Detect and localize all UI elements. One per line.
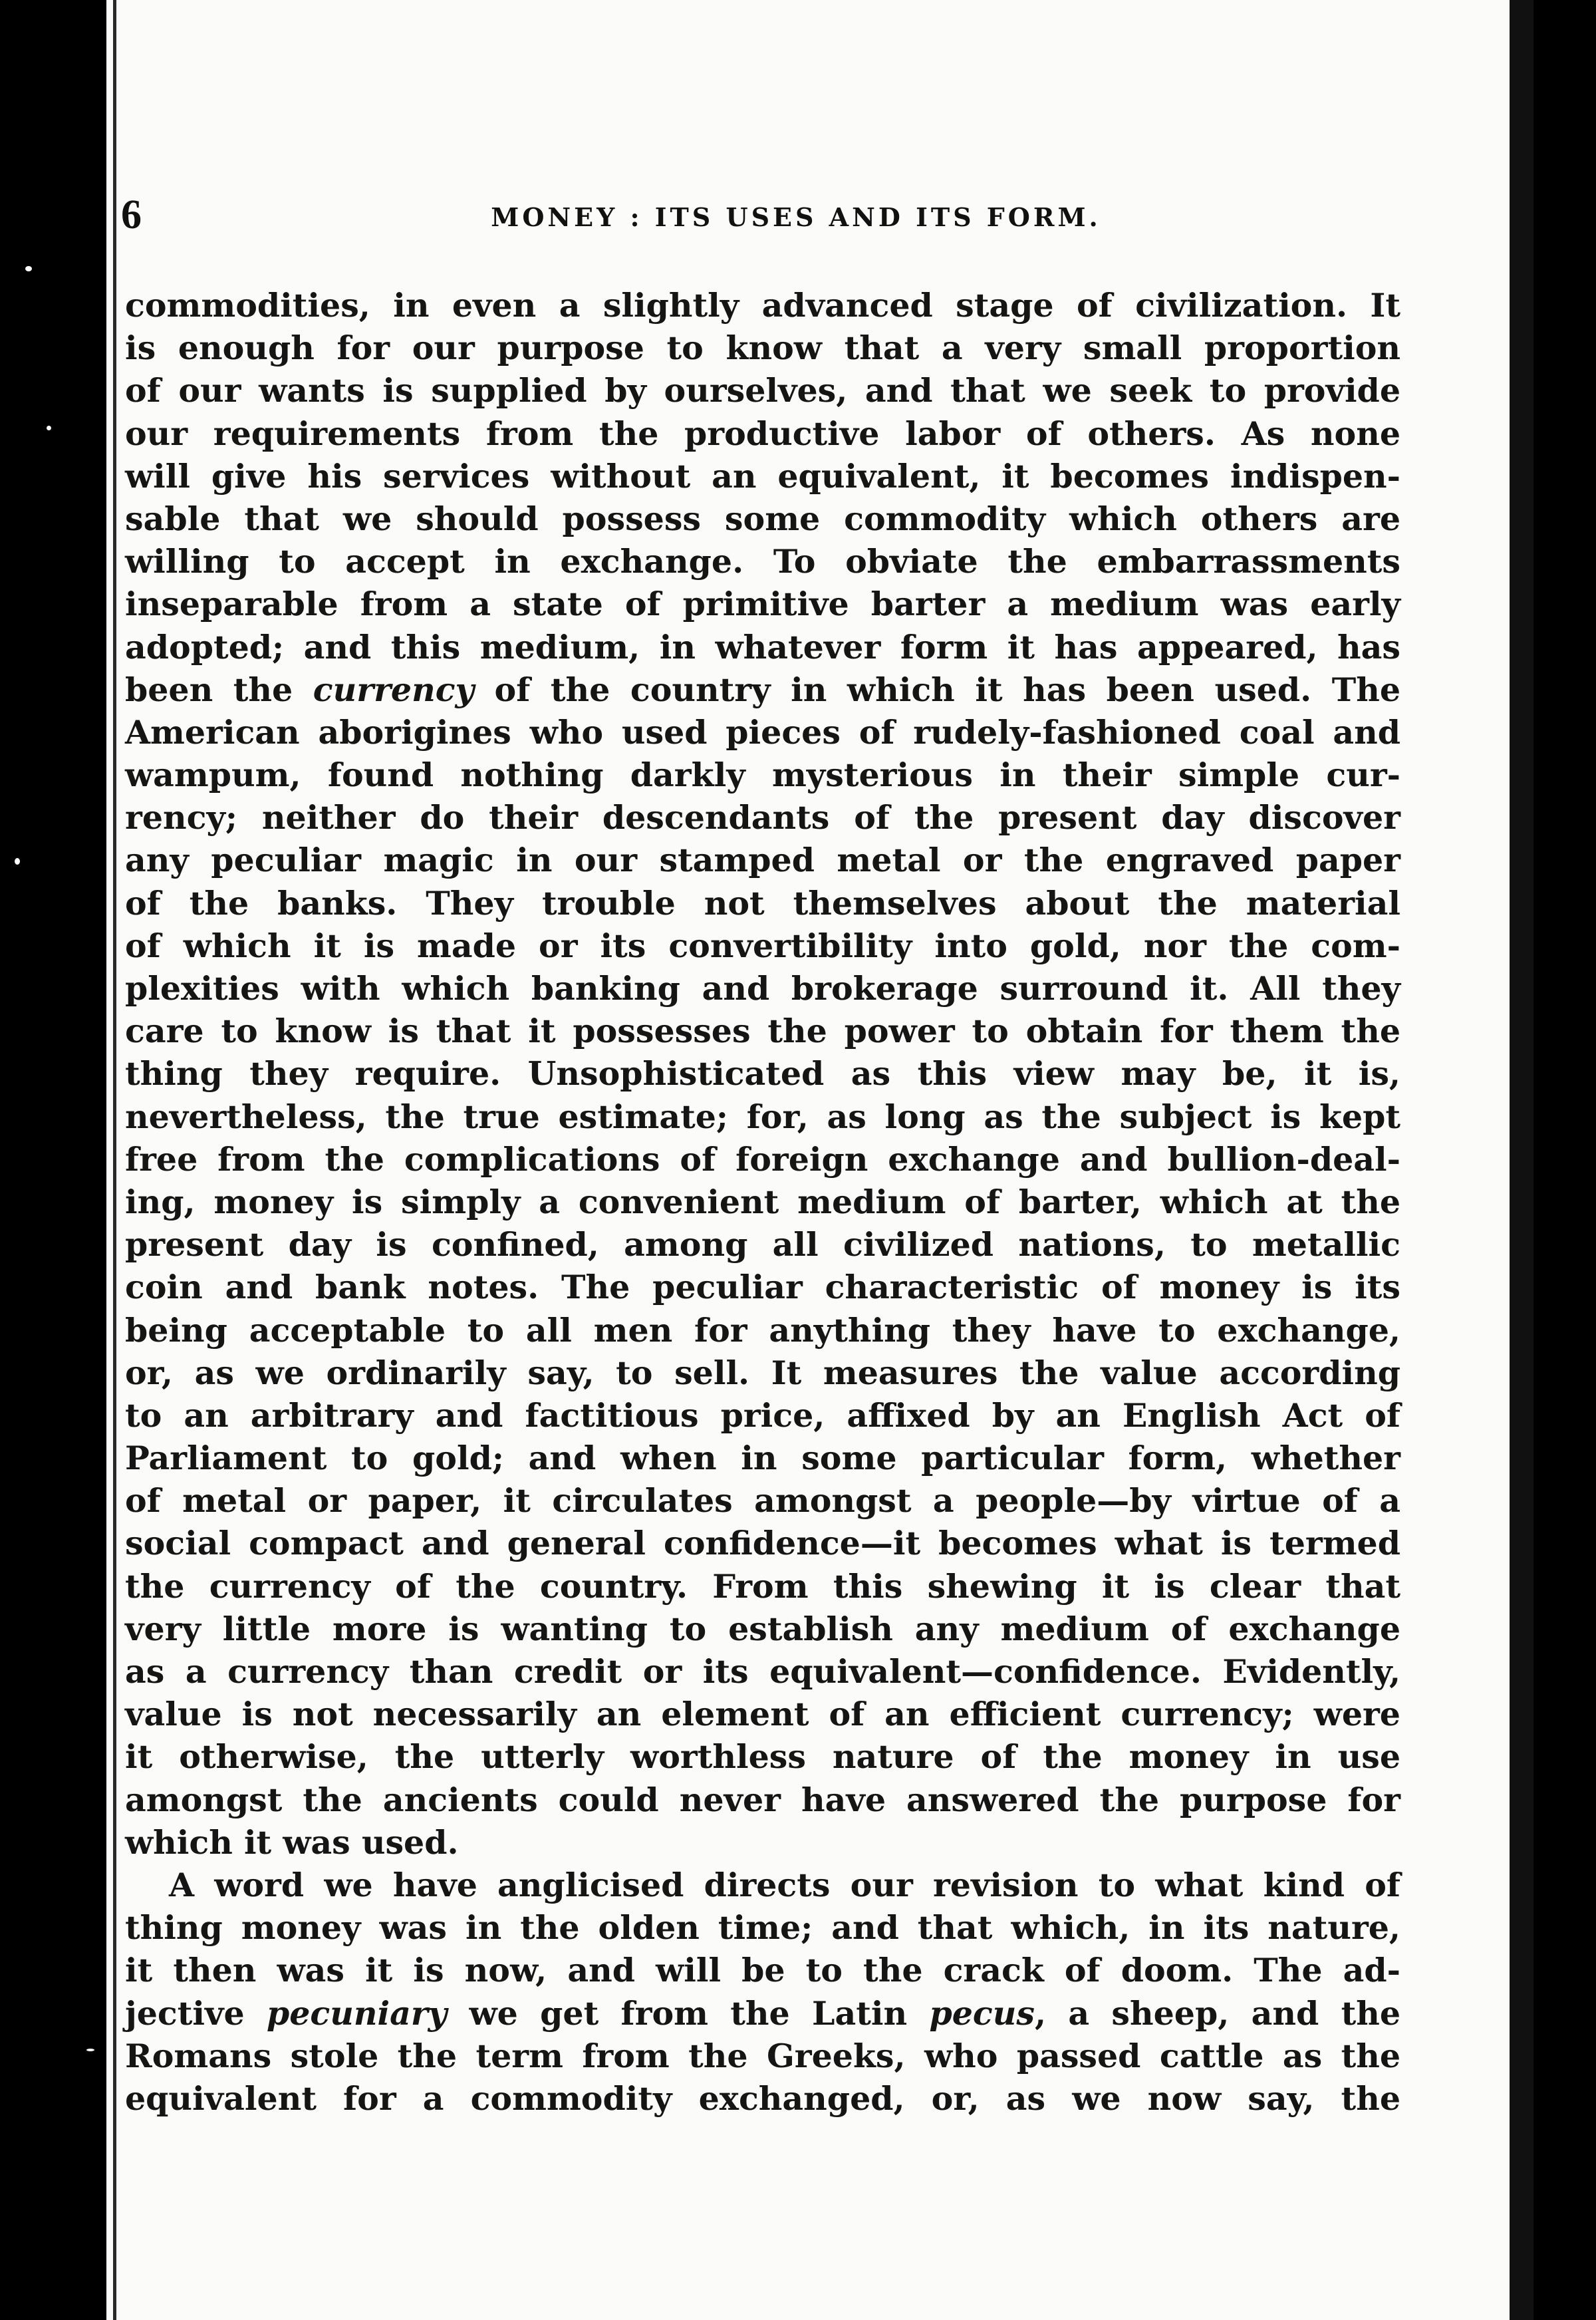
text-segment: nevertheless, the true estimate; for, as long as the subject is kept — [125, 1097, 1400, 1136]
text-segment: Romans stole the term from the Greeks, who passed cattle as the — [125, 2036, 1400, 2075]
text-segment: wampum, found nothing darkly mysterious in their simple cur- — [125, 756, 1400, 795]
scan-speck — [15, 858, 20, 865]
text-segment: of the banks. They trouble not themselves about the material — [125, 883, 1400, 923]
text-line — [125, 882, 1400, 925]
text-segment: is enough for our purpose to know that a very small proportion — [125, 329, 1400, 368]
text-segment: adopted; and this medium, in whatever form it has appeared, has — [125, 627, 1400, 666]
text-line — [125, 369, 1400, 412]
text-segment: very little more is wanting to establish any medium of exchange — [125, 1609, 1400, 1648]
text-segment: will give his services without an equivalent, it becomes indispen- — [125, 456, 1400, 496]
text-segment: sable that we should possess some commodity which others are — [125, 499, 1400, 538]
text-segment: it then was it is now, and will be to the crack of doom. The ad- — [125, 1951, 1400, 1990]
text-segment: which it was used. — [125, 1822, 459, 1862]
italic-term: pecuniary — [266, 1993, 448, 2033]
text-line — [125, 498, 1400, 540]
text-segment: , a sheep, and the — [1034, 1993, 1401, 2033]
text-line — [125, 1181, 1400, 1223]
text-segment: inseparable from a state of primitive barter a medium was early — [125, 585, 1400, 624]
text-segment: commodities, in even a slightly advanced stage of civilization. It — [125, 286, 1400, 325]
text-line — [125, 1565, 1400, 1608]
scan-speck — [47, 426, 51, 430]
text-segment: being acceptable to all men for anything they have to exchange, — [125, 1310, 1400, 1350]
text-segment: of which it is made or its convertibility into gold, nor the com- — [125, 926, 1400, 965]
page-gutter-line — [113, 0, 116, 2320]
text-line — [125, 1608, 1400, 1650]
text-segment: of metal or paper, it circulates amongst a people—by virtue of a — [125, 1481, 1400, 1521]
text-line — [125, 1821, 1400, 1864]
text-segment: rency; neither do their descendants of the present day discover — [125, 798, 1400, 837]
text-segment: care to know is that it possesses the power to obtain for them the — [125, 1012, 1400, 1051]
text-line — [125, 1650, 1400, 1693]
text-line — [125, 1522, 1400, 1564]
text-segment: willing to accept in exchange. To obviate the embarrassments — [125, 542, 1400, 581]
text-line — [125, 1735, 1400, 1778]
running-title: MONEY : ITS USES AND ITS FORM. — [491, 202, 1101, 232]
italic-term: pecus — [929, 1993, 1035, 2033]
text-segment: the currency of the country. From this shewing it is clear that — [125, 1566, 1400, 1606]
text-segment: or, as we ordinarily say, to sell. It measures the value according — [125, 1353, 1400, 1392]
text-line — [125, 1949, 1400, 1991]
text-segment: equivalent for a commodity exchanged, or, as we now say, the — [125, 2079, 1400, 2118]
text-line — [125, 1223, 1400, 1266]
text-line — [125, 1437, 1400, 1479]
text-segment: value is not necessarily an element of an efficient currency; were — [125, 1695, 1400, 1734]
text-line — [125, 540, 1400, 583]
text-line — [125, 1693, 1400, 1735]
text-line — [125, 583, 1400, 625]
text-line — [125, 1906, 1400, 1949]
page-number: 6 — [121, 192, 142, 237]
text-line — [125, 626, 1400, 668]
text-line — [125, 455, 1400, 498]
text-segment: it otherwise, the utterly worthless nature of the money in use — [125, 1737, 1400, 1777]
text-line — [125, 925, 1400, 967]
text-segment: plexities with which banking and brokerage surround it. All they — [125, 969, 1400, 1008]
text-line — [125, 1864, 1400, 1906]
text-line — [125, 1352, 1400, 1394]
text-segment: amongst the ancients could never have answered the purpose for — [125, 1780, 1400, 1819]
text-line — [125, 2077, 1400, 2120]
text-line — [125, 754, 1400, 796]
text-line — [125, 1095, 1400, 1138]
text-line — [125, 1992, 1400, 2035]
text-segment: of our wants is supplied by ourselves, and that we seek to provide — [125, 371, 1400, 410]
text-segment: present day is confined, among all civilized nations, to metallic — [125, 1225, 1400, 1264]
body-text — [125, 284, 1400, 2120]
text-line — [125, 412, 1400, 455]
text-line — [125, 1266, 1400, 1308]
text-line — [125, 967, 1400, 1010]
text-line — [125, 1138, 1400, 1181]
text-segment: we get from the Latin — [447, 1993, 930, 2033]
text-segment: jective — [125, 1993, 267, 2033]
text-segment: A word we have anglicised directs our revision to what kind of — [169, 1865, 1400, 1904]
text-line — [125, 1010, 1400, 1052]
text-segment: free from the complications of foreign exchange and bullion-deal- — [125, 1139, 1400, 1179]
page-header — [121, 192, 1404, 245]
text-line — [125, 839, 1400, 881]
text-segment: American aborigines who used pieces of rudely-fashioned coal and — [125, 712, 1400, 752]
text-line — [125, 1394, 1400, 1437]
text-line — [125, 1479, 1400, 1522]
text-line — [125, 711, 1400, 754]
text-segment: ing, money is simply a convenient medium of barter, which at the — [125, 1182, 1400, 1221]
text-line — [125, 1052, 1400, 1095]
text-segment: of the country in which it has been used. The — [474, 670, 1400, 709]
text-segment: been the — [125, 670, 313, 709]
text-segment: as a currency than credit or its equivalent—confidence. Evidently, — [125, 1652, 1400, 1691]
text-line — [125, 2035, 1400, 2077]
text-segment: any peculiar magic in our stamped metal or the engraved paper — [125, 841, 1400, 880]
text-segment: thing money was in the olden time; and that which, in its nature, — [125, 1908, 1400, 1948]
text-line — [125, 796, 1400, 839]
italic-term: currency — [313, 670, 474, 709]
text-segment: social compact and general confidence—it becomes what is termed — [125, 1524, 1400, 1563]
text-segment: our requirements from the productive labor of others. As none — [125, 414, 1400, 453]
text-line — [125, 1779, 1400, 1821]
text-segment: Parliament to gold; and when in some particular form, whether — [125, 1439, 1400, 1478]
scan-border — [1510, 0, 1533, 2320]
text-line — [125, 327, 1400, 369]
text-segment: coin and bank notes. The peculiar characteristic of money is its — [125, 1268, 1400, 1307]
text-segment: thing they require. Unsophisticated as this view may be, it is, — [125, 1054, 1400, 1093]
text-line — [125, 1309, 1400, 1352]
scan-speck — [25, 266, 32, 271]
scan-speck — [86, 2049, 94, 2051]
text-line — [125, 668, 1400, 711]
text-segment: to an arbitrary and factitious price, affixed by an English Act of — [125, 1395, 1400, 1435]
text-line — [125, 284, 1400, 327]
